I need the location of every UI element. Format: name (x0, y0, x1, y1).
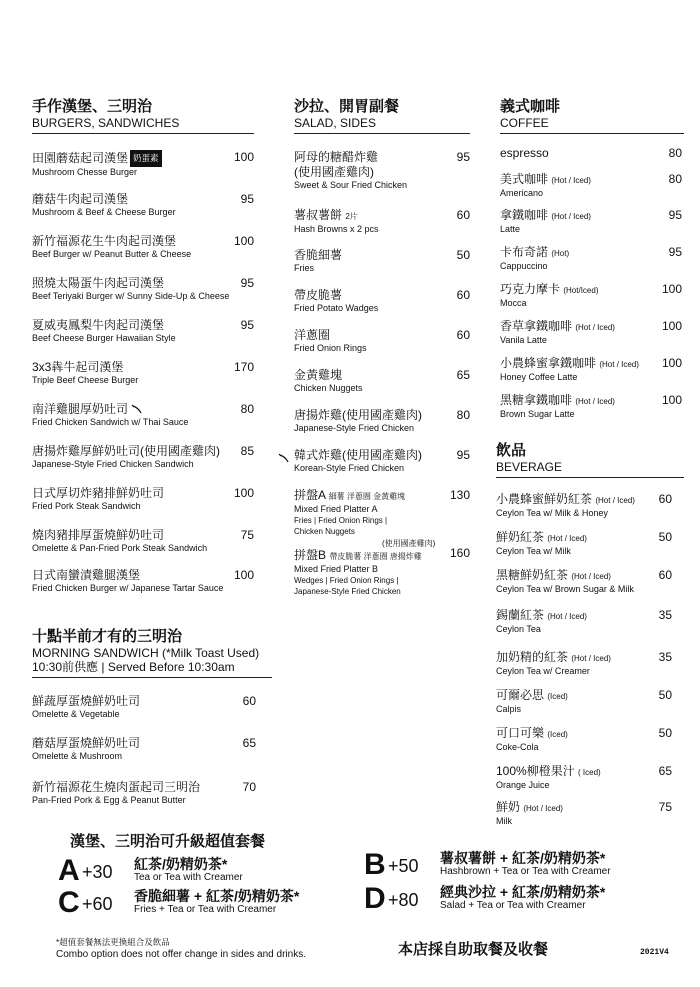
menu-item (294, 368, 470, 394)
item-name-en: Calpis (496, 704, 522, 714)
menu-item (32, 736, 256, 762)
section-subtitle: BEVERAGE (496, 460, 563, 474)
combo-option-b (364, 848, 654, 881)
platter-contents-en: Japanese-Style Fried Chicken (294, 587, 401, 596)
menu-item (496, 688, 672, 715)
menu-item (32, 568, 254, 594)
menu-item (32, 486, 254, 512)
burgers-section (32, 98, 254, 134)
combo-price: +60 (82, 894, 113, 914)
item-price: 95 (668, 208, 682, 222)
item-name: 3x3犇牛起司漢堡 (32, 360, 124, 374)
item-name: 巧克力摩卡 (500, 282, 561, 296)
item-temp: (Hot / Iced) (551, 176, 591, 185)
combo-desc: 薯叔薯餅 + 紅茶/奶精奶茶* (440, 850, 606, 866)
item-name-en: Japanese-Style Fried Chicken (294, 423, 415, 433)
coffee-list (500, 146, 682, 426)
section-title: 沙拉、開胃副餐 (294, 98, 400, 115)
combo-desc-en: Tea or Tea with Creamer (134, 872, 243, 883)
platter-contents: 帶皮脆薯 洋蔥圈 唐揚炸雞 (329, 552, 422, 561)
salad-section (294, 98, 470, 134)
item-price: 100 (233, 150, 254, 164)
menu-item (32, 444, 254, 470)
platter-contents-en: Chicken Nuggets (294, 527, 355, 536)
item-name: 金黃雞塊 (294, 368, 343, 382)
item-name-en: Pan-Fried Pork & Egg & Peanut Butter (32, 795, 186, 805)
menu-item (32, 528, 254, 554)
item-name: 田園蘑菇起司漢堡 (32, 151, 129, 165)
combo-letter: B (364, 848, 386, 881)
item-price: 60 (242, 694, 256, 708)
item-name-en: Sweet & Sour Fried Chicken (294, 180, 408, 190)
combo-desc: 香脆細薯 + 紅茶/奶精奶茶* (134, 888, 300, 904)
item-name: 薯叔薯餅 (294, 208, 343, 222)
item-name-en: Milk (496, 816, 512, 826)
item-name-en: Vanila Latte (500, 335, 547, 345)
item-name: 蘑菇牛肉起司漢堡 (32, 192, 129, 206)
item-name-en: Orange Juice (496, 780, 550, 790)
item-temp: (Hot / Iced) (575, 397, 615, 406)
menu-item (496, 492, 672, 519)
platter-contents-en: Fries | Fried Onion Rings | (294, 516, 388, 525)
item-price: 50 (456, 248, 470, 262)
item-name-en: Ceylon Tea (496, 624, 541, 634)
menu-item (32, 276, 254, 302)
combo-letter: C (58, 886, 80, 919)
item-name-en: Ceylon Tea w/ Milk & Honey (496, 508, 608, 518)
menu-item (496, 530, 672, 557)
item-name: 香脆細薯 (294, 248, 343, 262)
item-price: 170 (233, 360, 254, 374)
item-name: 黑糖拿鐵咖啡 (500, 393, 573, 407)
menu-item (294, 328, 470, 354)
combo-option-a (58, 854, 298, 887)
platter-contents-en: Wedges | Fried Onion Rings | (294, 576, 399, 585)
item-name: 拼盤A (294, 488, 326, 502)
item-price: 50 (658, 688, 672, 702)
item-name-en: Ceylon Tea w/ Creamer (496, 666, 590, 676)
item-name-en: Omelette & Pan-Fried Pork Steak Sandwich (32, 543, 208, 553)
item-name-en: Beef Burger w/ Peanut Butter & Cheese (32, 249, 192, 259)
item-temp: (Hot / Iced) (547, 534, 587, 543)
item-temp: ( Iced) (578, 768, 601, 777)
item-name-en: Mocca (500, 298, 527, 308)
section-title: 十點半前才有的三明治 (32, 628, 183, 645)
item-price: 100 (233, 486, 254, 500)
item-price: 80 (240, 402, 254, 416)
section-title: 飲品 (496, 442, 527, 459)
item-name-en: Triple Beef Cheese Burger (32, 375, 139, 385)
menu-item (500, 356, 682, 383)
item-name: 日式南蠻漬雞腿漢堡 (32, 568, 141, 582)
menu-item (496, 800, 672, 827)
item-temp: (Hot / Iced) (547, 612, 587, 621)
item-price: 95 (456, 448, 470, 462)
combo-letter: A (58, 854, 80, 887)
item-name-en: Omelette & Vegetable (32, 709, 120, 719)
combo-letter: D (364, 882, 386, 915)
item-price: 95 (240, 192, 254, 206)
item-price: 100 (661, 356, 682, 370)
divider (294, 133, 470, 134)
item-name: 阿母的糖醋炸雞 (294, 150, 379, 164)
item-name-en: Cappuccino (500, 261, 548, 271)
menu-item (500, 319, 682, 346)
menu-item (294, 288, 470, 314)
item-name: 美式咖啡 (500, 172, 549, 186)
item-price: 65 (658, 764, 672, 778)
item-price: 80 (668, 146, 682, 160)
item-temp: (Hot / Iced) (575, 323, 615, 332)
item-price: 95 (240, 276, 254, 290)
menu-item (32, 234, 254, 260)
combo-desc-en: Hashbrown + Tea or Tea with Creamer (440, 866, 611, 877)
item-name: 錫蘭紅茶 (496, 608, 545, 622)
item-name-en: Mushroom Chesse Burger (32, 167, 138, 177)
item-temp: (Iced) (547, 730, 568, 739)
combo-desc: 經典沙拉 + 紅茶/奶精奶茶* (440, 884, 606, 900)
item-name: 可爾必思 (496, 688, 545, 702)
platter-item (294, 488, 470, 537)
menu-item (496, 764, 672, 791)
item-name: 加奶精的紅茶 (496, 650, 569, 664)
divider (500, 133, 684, 134)
item-name-en: Coke-Cola (496, 742, 539, 752)
item-temp: (Hot / Iced) (571, 654, 611, 663)
item-price: 65 (456, 368, 470, 382)
item-name: 帶皮脆薯 (294, 288, 343, 302)
item-price: 60 (456, 208, 470, 222)
item-name-en: Mushroom & Beef & Cheese Burger (32, 207, 176, 217)
morning-section (32, 628, 272, 678)
item-name: 拼盤B (294, 548, 327, 562)
item-name-en: Chicken Nuggets (294, 383, 363, 393)
vegetarian-badge: 奶蛋素 (130, 150, 162, 167)
item-price: 95 (456, 150, 470, 164)
item-price: 75 (240, 528, 254, 542)
self-service-notice: 本店採自助取餐及收餐 (398, 941, 549, 958)
item-temp: (Hot / Iced) (523, 804, 563, 813)
item-name-en: Korean-Style Fried Chicken (294, 463, 405, 473)
platter-contents: 細薯 洋蔥圈 金黃雞塊 (328, 492, 406, 501)
item-name-en: Brown Sugar Latte (500, 409, 575, 419)
menu-item (500, 146, 682, 161)
item-name: 香草拿鐵咖啡 (500, 319, 573, 333)
item-name-en: Mixed Fried Platter B (294, 564, 379, 574)
item-name-en: Omelette & Mushroom (32, 751, 123, 761)
combo-desc-en: Fries + Tea or Tea with Creamer (134, 904, 277, 915)
section-subtitle: COFFEE (500, 116, 549, 130)
item-name-en: Fried Chicken Sandwich w/ Thai Sauce (32, 417, 189, 427)
item-price: 60 (658, 568, 672, 582)
beverage-section (496, 442, 684, 478)
item-temp: (Iced) (547, 692, 568, 701)
menu-item (294, 248, 470, 274)
menu-item (500, 245, 682, 272)
menu-item (496, 650, 672, 677)
item-price: 50 (658, 530, 672, 544)
item-name-en: Hash Browns x 2 pcs (294, 224, 379, 234)
menu-item (32, 780, 256, 806)
menu-item (32, 402, 254, 428)
section-title: 手作漢堡、三明治 (32, 98, 153, 115)
menu-item (496, 726, 672, 753)
menu-item (294, 408, 470, 434)
item-name: 鮮奶紅茶 (496, 530, 545, 544)
beverage-list (496, 492, 672, 832)
divider (496, 477, 684, 478)
section-title: 義式咖啡 (500, 98, 561, 115)
item-name: 洋蔥圈 (294, 328, 331, 342)
item-temp: (Hot) (551, 249, 570, 258)
item-name: 新竹福源花生燒肉蛋起司三明治 (32, 780, 201, 794)
item-price: 35 (658, 608, 672, 622)
coffee-section (500, 98, 684, 134)
combo-desc-en: Salad + Tea or Tea with Creamer (440, 900, 586, 911)
combo-price: +30 (82, 862, 113, 882)
section-subtitle: BURGERS, SANDWICHES (32, 116, 180, 130)
section-subtitle: MORNING SANDWICH (*Milk Toast Used) (32, 646, 260, 660)
combo-desc: 紅茶/奶精奶茶* (134, 856, 228, 872)
item-name-en: Americano (500, 188, 544, 198)
item-price: 85 (240, 444, 254, 458)
menu-item (32, 318, 254, 344)
menu-item (500, 282, 682, 309)
item-price: 160 (449, 546, 470, 560)
item-name: 唐揚炸雞厚鮮奶吐司(使用國產雞肉) (32, 444, 220, 458)
item-name-en: Fried Potato Wadges (294, 303, 379, 313)
item-name: 蘑菇厚蛋燒鮮奶吐司 (32, 736, 141, 750)
item-name: 卡布奇諾 (500, 245, 549, 259)
item-name-en: Beef Teriyaki Burger w/ Sunny Side-Up & Cheese (32, 291, 230, 301)
menu-item (500, 393, 682, 420)
combo-option-d (364, 882, 654, 915)
item-price: 70 (242, 780, 256, 794)
item-name: 小農蜂蜜鮮奶紅茶 (496, 492, 593, 506)
footnote-en: Combo option does not offer change in sides and drinks. (56, 949, 306, 960)
combo-footnote (56, 937, 306, 961)
platter-item (294, 540, 470, 597)
salad-list (294, 150, 470, 600)
serving-time: 10:30前供應 | Served Before 10:30am (32, 660, 235, 674)
item-name: 日式厚切炸豬排鮮奶吐司 (32, 486, 165, 500)
item-price: 75 (658, 800, 672, 814)
spicy-chili-icon (278, 450, 290, 460)
item-price: 80 (668, 172, 682, 186)
item-price: 65 (242, 736, 256, 750)
item-temp: (Hot / Iced) (595, 496, 635, 505)
item-name: 照燒太陽蛋牛肉起司漢堡 (32, 276, 165, 290)
item-qty: 2片 (345, 212, 358, 221)
item-name: 南洋雞腿厚奶吐司 (32, 402, 129, 416)
item-name: 拿鐵咖啡 (500, 208, 549, 222)
menu-item (32, 150, 254, 178)
item-name-en: Latte (500, 224, 521, 234)
item-price: 50 (658, 726, 672, 740)
menu-item (32, 694, 256, 720)
item-price: 60 (658, 492, 672, 506)
burger-list (32, 150, 254, 600)
item-name-en: Honey Coffee Latte (500, 372, 578, 382)
item-name: 小農蜂蜜拿鐵咖啡 (500, 356, 597, 370)
menu-item (294, 208, 470, 235)
menu-item (500, 208, 682, 235)
item-temp: (Hot/Iced) (563, 286, 599, 295)
item-name-en: Ceylon Tea w/ Milk (496, 546, 571, 556)
menu-item (32, 192, 254, 218)
menu-item (294, 448, 470, 474)
combo-title: 漢堡、三明治可升級超值套餐 (70, 833, 266, 850)
menu-item (32, 360, 254, 386)
item-price: 100 (661, 319, 682, 333)
platter-note: (使用國產雞肉) (382, 539, 436, 548)
menu-item (500, 172, 682, 199)
item-name: 可口可樂 (496, 726, 545, 740)
morning-list (32, 694, 256, 814)
item-name: 新竹福源花生牛肉起司漢堡 (32, 234, 177, 248)
menu-item (496, 608, 672, 635)
item-name-en: Fried Chicken Burger w/ Japanese Tartar Sauce (32, 583, 224, 593)
item-price: 60 (456, 288, 470, 302)
item-name-en: Fried Pork Steak Sandwich (32, 501, 141, 511)
menu-version: 2021V4 (640, 948, 669, 957)
item-price: 35 (658, 650, 672, 664)
item-price: 95 (240, 318, 254, 332)
divider (32, 133, 254, 134)
divider (32, 677, 272, 678)
item-name: 唐揚炸雞(使用國產雞肉) (294, 408, 422, 422)
item-name-en: Beef Cheese Burger Hawaiian Style (32, 333, 176, 343)
item-price: 95 (668, 245, 682, 259)
item-name: espresso (500, 146, 549, 160)
item-name: 燒肉豬排厚蛋燒鮮奶吐司 (32, 528, 165, 542)
combo-price: +80 (388, 890, 419, 910)
item-price: 100 (661, 282, 682, 296)
item-price: 100 (233, 234, 254, 248)
item-temp: (Hot / Iced) (551, 212, 591, 221)
item-name: 鮮奶 (496, 800, 521, 814)
item-name: 韓式炸雞(使用國產雞肉) (294, 448, 422, 462)
item-name: 鮮蔬厚蛋燒鮮奶吐司 (32, 694, 141, 708)
footnote-zh: *超值套餐無法更換組合及飲品 (56, 937, 170, 947)
item-name-note: (使用國產雞肉) (294, 165, 374, 179)
item-temp: (Hot / Iced) (599, 360, 639, 369)
menu-item (294, 150, 470, 191)
item-name: 黑糖鮮奶紅茶 (496, 568, 569, 582)
item-price: 100 (661, 393, 682, 407)
combo-option-c (58, 886, 348, 919)
item-name-en: Mixed Fried Platter A (294, 504, 378, 514)
item-name-en: Fries (294, 263, 314, 273)
item-name: 夏威夷鳳梨牛肉起司漢堡 (32, 318, 165, 332)
item-price: 100 (233, 568, 254, 582)
item-name-en: Ceylon Tea w/ Brown Sugar & Milk (496, 584, 634, 594)
item-price: 60 (456, 328, 470, 342)
spicy-chili-icon (131, 403, 143, 413)
item-price: 80 (456, 408, 470, 422)
section-subtitle: SALAD, SIDES (294, 116, 377, 130)
combo-price: +50 (388, 856, 419, 876)
menu-item (496, 568, 672, 595)
item-name-en: Fried Onion Rings (294, 343, 367, 353)
item-temp: (Hot / Iced) (571, 572, 611, 581)
item-name: 100%柳橙果汁 (496, 764, 575, 778)
item-price: 130 (449, 488, 470, 502)
item-name-en: Japanese-Style Fried Chicken Sandwich (32, 459, 194, 469)
